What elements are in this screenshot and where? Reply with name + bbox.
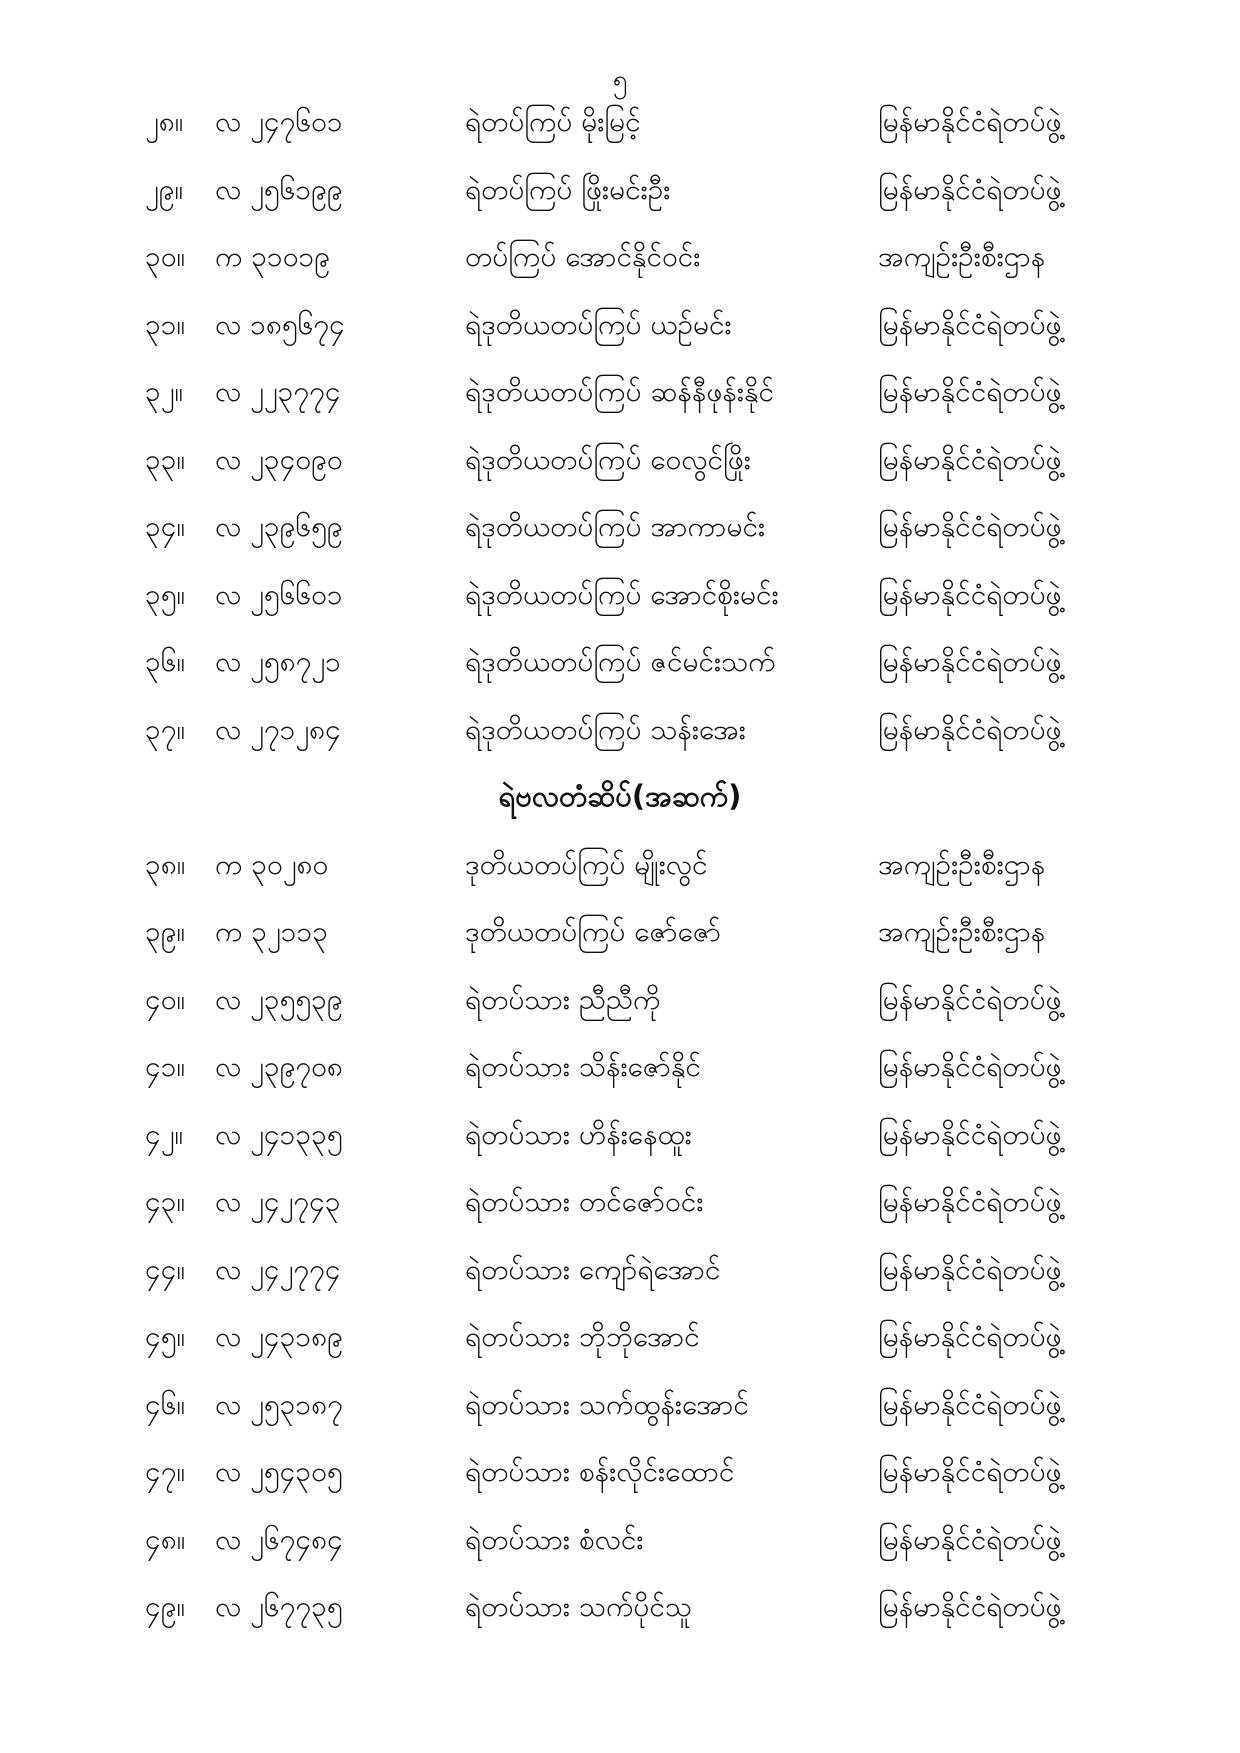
service-number: လ ၁၈၅၆၇၄ — [215, 307, 345, 341]
rank-and-name: ရဲတပ်သား ကျော်ရဲအောင် — [465, 1252, 721, 1286]
row-number: ၃၃။ — [145, 442, 185, 476]
list-row — [0, 1101, 1240, 1169]
department: မြန်မာနိုင်ငံရဲတပ်ဖွဲ့ — [878, 105, 1062, 138]
rank-and-name: ရဲဒုတိယတပ်ကြပ် ဝေလွင်ဖြိုး — [465, 442, 751, 476]
department: မြန်မာနိုင်ငံရဲတပ်ဖွဲ့ — [878, 442, 1062, 476]
list-row — [0, 88, 1240, 156]
department: မြန်မာနိုင်ငံရဲတပ်ဖွဲ့ — [878, 1522, 1062, 1556]
row-number: ၃၈။ — [145, 847, 186, 881]
row-number: ၂၉။ — [145, 172, 183, 206]
service-number: လ ၂၆၇၄၈၄ — [215, 1522, 343, 1556]
department: အကျဉ်းဦးစီးဌာန — [878, 240, 1046, 273]
list-row — [0, 426, 1240, 494]
list-row — [0, 1236, 1240, 1304]
service-number: လ ၂၅၈၇၂၁ — [215, 645, 341, 678]
department: မြန်မာနိုင်ငံရဲတပ်ဖွဲ့ — [878, 307, 1062, 341]
rank-and-name: ရဲတပ်သား ညီညီကို — [465, 982, 661, 1016]
department: မြန်မာနိုင်ငံရဲတပ်ဖွဲ့ — [878, 1252, 1062, 1286]
department: မြန်မာနိုင်ငံရဲတပ်ဖွဲ့ — [878, 1590, 1062, 1623]
list-row — [0, 358, 1240, 426]
list-row — [0, 1371, 1240, 1439]
page-number: ၅ — [612, 65, 628, 95]
list-row — [0, 1168, 1240, 1236]
department: မြန်မာနိုင်ငံရဲတပ်ဖွဲ့ — [878, 172, 1062, 206]
row-number: ၃၁။ — [145, 307, 185, 341]
rank-and-name: ရဲတပ်သား စန်းလိုင်းထောင် — [465, 1455, 735, 1488]
list-row — [0, 966, 1240, 1034]
list-row — [0, 291, 1240, 359]
rank-and-name: ရဲတပ်သား ဟိန်းနေထူး — [465, 1117, 692, 1151]
list-row — [0, 1573, 1240, 1641]
department: မြန်မာနိုင်ငံရဲတပ်ဖွဲ့ — [878, 1185, 1062, 1218]
service-number: လ ၂၄၇၆၀၁ — [215, 105, 343, 138]
rank-and-name: ရဲတပ်သား ဘိုဘိုအောင် — [465, 1320, 700, 1353]
list-row — [0, 156, 1240, 224]
award-list-part-1 — [0, 88, 1240, 763]
row-number: ၄၅။ — [145, 1320, 185, 1353]
rank-and-name: ရဲတပ်သား တင်ဇော်ဝင်း — [465, 1185, 704, 1218]
department: မြန်မာနိုင်ငံရဲတပ်ဖွဲ့ — [878, 982, 1062, 1016]
rank-and-name: ဒုတိယတပ်ကြပ် မျိုးလွင် — [465, 847, 708, 881]
list-row — [0, 1033, 1240, 1101]
service-number: က ၃၀၂၈၀ — [215, 847, 329, 881]
service-number: လ ၂၅၃၁၈၇ — [215, 1387, 343, 1421]
rank-and-name: ရဲဒုတိယတပ်ကြပ် ယဉ်မင်း — [465, 307, 732, 341]
row-number: ၃၄။ — [145, 510, 185, 543]
department: မြန်မာနိုင်ငံရဲတပ်ဖွဲ့ — [878, 577, 1062, 611]
rank-and-name: ရဲတပ်ကြပ် မိုးမြင့် — [465, 105, 641, 138]
row-number: ၄၉။ — [145, 1590, 185, 1623]
row-number: ၄၄။ — [145, 1252, 185, 1286]
service-number: လ ၂၅၄၃၀၅ — [215, 1455, 343, 1488]
list-row — [0, 898, 1240, 966]
department: မြန်မာနိုင်ငံရဲတပ်ဖွဲ့ — [878, 1455, 1062, 1488]
service-number: လ ၂၅၆၆၀၁ — [215, 577, 343, 611]
list-row — [0, 628, 1240, 696]
department: မြန်မာနိုင်ငံရဲတပ်ဖွဲ့ — [878, 1320, 1062, 1353]
rank-and-name: ရဲတပ်ကြပ် ဖြိုးမင်းဦး — [465, 172, 671, 206]
row-number: ၄၀။ — [145, 982, 185, 1016]
service-number: လ ၂၄၃၁၈၉ — [215, 1320, 343, 1353]
service-number: လ ၂၃၅၅၃၉ — [215, 982, 343, 1016]
row-number: ၃၉။ — [145, 915, 185, 948]
service-number: လ ၂၄၁၃၃၅ — [215, 1117, 343, 1151]
list-row — [0, 696, 1240, 764]
list-row — [0, 561, 1240, 629]
row-number: ၄၈။ — [145, 1522, 186, 1556]
list-row — [0, 831, 1240, 899]
department: မြန်မာနိုင်ငံရဲတပ်ဖွဲ့ — [878, 375, 1062, 408]
row-number: ၃၀။ — [145, 240, 185, 273]
department: အကျဉ်းဦးစီးဌာန — [878, 847, 1046, 881]
list-row — [0, 493, 1240, 561]
service-number: လ ၂၃၄၀၉၀ — [215, 442, 343, 476]
service-number: လ ၂၇၁၂၈၄ — [215, 712, 341, 746]
rank-and-name: ရဲဒုတိယတပ်ကြပ် ဆန်နီဖုန်းနိုင် — [465, 375, 774, 408]
rank-and-name: ရဲဒုတိယတပ်ကြပ် အောင်စိုးမင်း — [465, 577, 779, 611]
row-number: ၃၂။ — [145, 375, 183, 408]
row-number: ၃၇။ — [145, 712, 185, 746]
rank-and-name: ဒုတိယတပ်ကြပ် ဇော်ဇော် — [465, 915, 721, 948]
service-number: လ ၂၂၃၇၇၄ — [215, 375, 341, 408]
row-number: ၃၆။ — [145, 645, 185, 678]
row-number: ၄၁။ — [145, 1050, 185, 1083]
department: မြန်မာနိုင်ငံရဲတပ်ဖွဲ့ — [878, 1387, 1062, 1421]
rank-and-name: ရဲတပ်သား သက်ထွန်းအောင် — [465, 1387, 749, 1421]
row-number: ၄၇။ — [145, 1455, 185, 1488]
rank-and-name: ရဲဒုတိယတပ်ကြပ် အာကာမင်း — [465, 510, 766, 543]
row-number: ၄၆။ — [145, 1387, 185, 1421]
rank-and-name: ရဲဒုတိယတပ်ကြပ် ဇင်မင်းသက် — [465, 645, 776, 678]
service-number: က ၃၂၁၁၃ — [215, 915, 329, 948]
department: မြန်မာနိုင်ငံရဲတပ်ဖွဲ့ — [878, 1050, 1062, 1083]
department: မြန်မာနိုင်ငံရဲတပ်ဖွဲ့ — [878, 510, 1062, 543]
award-list-part-2 — [0, 831, 1240, 1641]
award-list — [0, 88, 1240, 1641]
department: မြန်မာနိုင်ငံရဲတပ်ဖွဲ့ — [878, 645, 1062, 678]
list-row — [0, 1506, 1240, 1574]
service-number: လ ၂၅၆၁၉၉ — [215, 172, 343, 206]
list-row — [0, 1438, 1240, 1506]
service-number: လ ၂၃၉၇၀၈ — [215, 1050, 343, 1083]
department: အကျဉ်းဦးစီးဌာန — [878, 915, 1046, 948]
rank-and-name: တပ်ကြပ် အောင်နိုင်ဝင်း — [465, 240, 701, 273]
list-row — [0, 223, 1240, 291]
service-number: လ ၂၃၉၆၅၉ — [215, 510, 343, 543]
row-number: ၃၅။ — [145, 577, 185, 611]
rank-and-name: ရဲဒုတိယတပ်ကြပ် သန်းအေး — [465, 712, 746, 746]
department: မြန်မာနိုင်ငံရဲတပ်ဖွဲ့ — [878, 1117, 1062, 1151]
row-number: ၂၈။ — [145, 105, 184, 138]
rank-and-name: ရဲတပ်သား သက်ပိုင်သူ — [465, 1590, 692, 1623]
department: မြန်မာနိုင်ငံရဲတပ်ဖွဲ့ — [878, 712, 1062, 746]
service-number: လ ၂၄၂၇၄၃ — [215, 1185, 341, 1218]
rank-and-name: ရဲတပ်သား စံလင်း — [465, 1522, 644, 1556]
section-heading: ရဲဗလတံဆိပ်(အဆက်) — [498, 779, 742, 813]
row-number: ၄၃။ — [145, 1185, 185, 1218]
list-row — [0, 1303, 1240, 1371]
service-number: က ၃၁၀၁၉ — [215, 240, 331, 273]
service-number: လ ၂၄၂၇၇၄ — [215, 1252, 341, 1286]
row-number: ၄၂။ — [145, 1117, 183, 1151]
rank-and-name: ရဲတပ်သား သိန်းဇော်နိုင် — [465, 1050, 701, 1083]
service-number: လ ၂၆၇၇၃၅ — [215, 1590, 343, 1623]
